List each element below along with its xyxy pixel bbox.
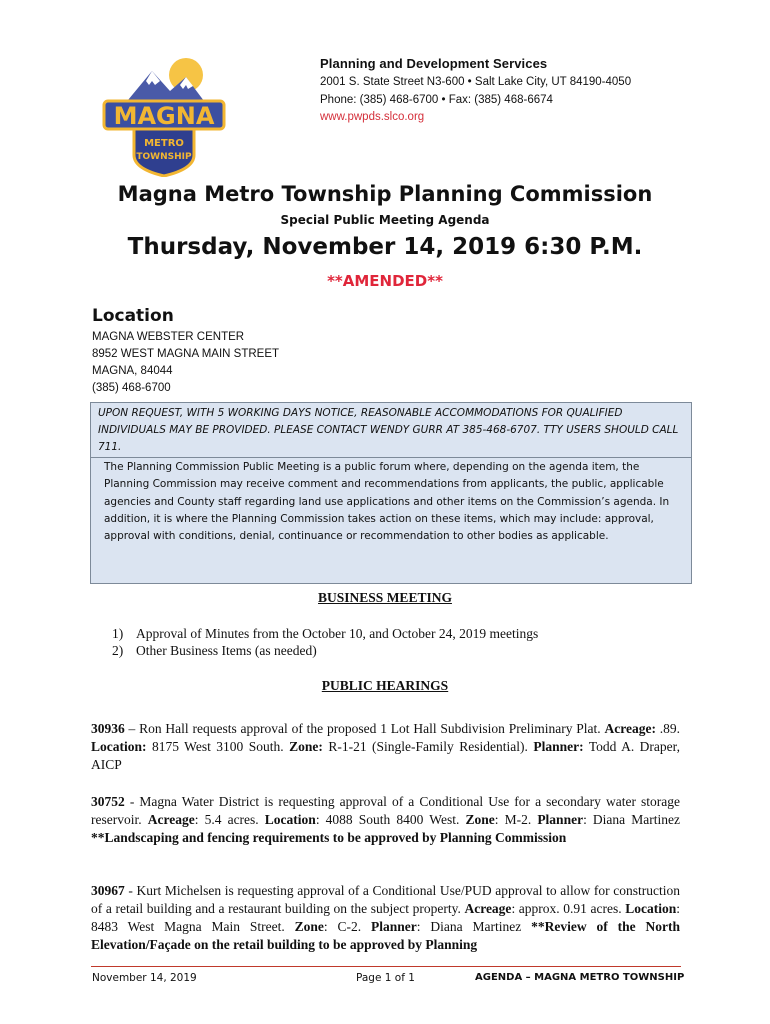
list-item-number: 2) — [112, 643, 124, 658]
hearing-case-30936 — [91, 720, 680, 774]
location-value: : 8483 West Magna Main Street. — [91, 901, 680, 934]
acreage-value: : 5.4 acres. — [194, 812, 265, 827]
page-title: Magna Metro Township Planning Commission — [117, 182, 653, 206]
location-heading: Location — [92, 306, 174, 326]
location-label: Location: — [91, 739, 147, 754]
business-meeting-heading: BUSINESS MEETING — [318, 590, 452, 605]
location-label: Location — [264, 812, 316, 827]
magna-metro-township-logo — [100, 55, 228, 177]
list-item-number: 1) — [112, 626, 124, 641]
planner-value: : Diana Martinez — [583, 812, 681, 827]
org-address: 2001 S. State Street N3-600 • Salt Lake City, UT 84190-4050 — [320, 76, 632, 88]
location-label: Location — [625, 901, 677, 916]
notice-divider — [91, 457, 691, 458]
zone-label: Zone: — [289, 739, 323, 754]
planner-value: Todd A. Draper, AICP — [91, 739, 680, 772]
location-line: MAGNA, 84044 — [92, 365, 173, 377]
footer-page-number: Page 1 of 1 — [356, 972, 415, 984]
amended-label: **AMENDED** — [327, 272, 443, 290]
forum-description: The Planning Commission Public Meeting is a public forum where, depending on the agenda item, the Planning Commission may receive comment and recommendations from applicants, the public, applicable agencies and County staff regarding land use applications and other items on the Commission’s agenda. In addition, it is where the Planning Commission takes action on these items, which may include: approval, approval with conditions, denial, continuance or recommendation to other bodies as applicable. — [104, 461, 670, 543]
hearing-case-30967 — [91, 882, 680, 954]
location-value: 8175 West 3100 South. — [146, 739, 290, 754]
list-item — [112, 643, 317, 659]
planner-label: Planner — [371, 919, 417, 934]
zone-value: : C-2. — [323, 919, 372, 934]
public-hearings-heading: PUBLIC HEARINGS — [321, 678, 449, 693]
case-description: – Ron Hall requests approval of the proposed 1 Lot Hall Subdivision Preliminary Plat. — [124, 721, 605, 736]
org-name: Planning and Development Services — [320, 56, 548, 71]
footer-divider — [91, 966, 681, 967]
acreage-label: Acreage — [464, 901, 512, 916]
acreage-label: Acreage — [147, 812, 195, 827]
logo-sub-text-2: TOWNSHIP — [136, 152, 192, 162]
case-number: 30936 — [91, 721, 125, 736]
zone-value: : M-2. — [494, 812, 538, 827]
zone-label: Zone — [294, 919, 324, 934]
list-item-text: Approval of Minutes from the October 10, and October 24, 2019 meetings — [136, 626, 539, 641]
footer-agenda-label: AGENDA – MAGNA METRO TOWNSHIP — [475, 972, 685, 983]
case-description: - Kurt Michelsen is requesting approval of a Conditional Use/PUD approval to allow for construction of a retail building and a restaurant building on the subject property. — [91, 883, 680, 916]
page-subtitle: Special Public Meeting Agenda — [280, 213, 490, 227]
acreage-value: : approx. 0.91 acres. — [511, 901, 626, 916]
list-item — [112, 626, 538, 642]
logo-main-text: MAGNA — [113, 102, 215, 130]
zone-label: Zone — [465, 812, 495, 827]
hearing-case-30752 — [91, 793, 680, 847]
footer-date: November 14, 2019 — [92, 972, 197, 984]
accommodation-notice: UPON REQUEST, WITH 5 WORKING DAYS NOTICE, REASONABLE ACCOMMODATIONS FOR QUALIFIED INDIVIDUALS MAY BE PROVIDED. PLEASE CONTACT WENDY GURR AT 385-468-6707. TTY USERS SHOULD CALL 711. — [98, 407, 679, 453]
location-line: (385) 468-6700 — [92, 382, 171, 394]
org-website-link[interactable]: www.pwpds.slco.org — [320, 111, 425, 123]
planner-label: Planner — [537, 812, 584, 827]
case-note: **Landscaping and fencing requirements to be approved by Planning Commission — [91, 830, 567, 845]
case-description: - Magna Water District is requesting approval of a Conditional Use for a secondary water storage reservoir. — [91, 794, 680, 827]
acreage-label: Acreage: — [604, 721, 656, 736]
planner-label: Planner: — [533, 739, 584, 754]
location-value: : 4088 South 8400 West. — [315, 812, 466, 827]
list-item-text: Other Business Items (as needed) — [136, 643, 317, 658]
planner-value: : Diana Martinez — [416, 919, 532, 934]
acreage-value: .89. — [655, 721, 680, 736]
case-number: 30752 — [91, 794, 125, 809]
logo-sub-text-1: METRO — [144, 138, 184, 149]
meeting-date: Thursday, November 14, 2019 6:30 P.M. — [127, 234, 643, 260]
zone-value: R-1-21 (Single-Family Residential). — [322, 739, 534, 754]
case-note: **Review of the North Elevation/Façade on the retail building to be approved by Planning — [91, 919, 680, 952]
case-number: 30967 — [91, 883, 125, 898]
org-phone-fax: Phone: (385) 468-6700 • Fax: (385) 468-6674 — [320, 94, 553, 106]
location-line: MAGNA WEBSTER CENTER — [92, 331, 245, 343]
location-line: 8952 WEST MAGNA MAIN STREET — [92, 348, 280, 360]
